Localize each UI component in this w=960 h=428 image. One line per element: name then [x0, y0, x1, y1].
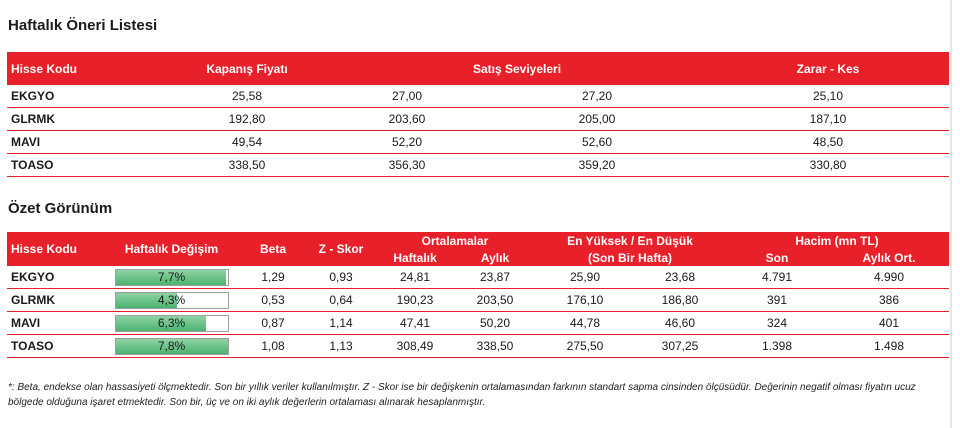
close-price: 25,58 — [167, 85, 327, 108]
header-vol-last: Son — [725, 249, 829, 266]
avg-weekly-value: 308,49 — [375, 335, 455, 358]
weekly-change-cell — [104, 266, 239, 289]
stop-loss: 48,50 — [707, 131, 949, 154]
weekly-change-bar — [115, 292, 229, 309]
weekly-change-bar — [115, 315, 229, 332]
header-sell-levels: Satış Seviyeleri — [327, 52, 707, 85]
avg-monthly-value: 50,20 — [455, 312, 535, 335]
stock-code: EKGYO — [7, 266, 104, 289]
table-row — [7, 108, 949, 131]
weekly-change-value: 4,3% — [157, 292, 186, 307]
volume-last-value: 1.398 — [725, 335, 829, 358]
table-row — [7, 131, 949, 154]
avg-weekly-value: 24,81 — [375, 266, 455, 289]
avg-monthly-value: 203,50 — [455, 289, 535, 312]
table-row — [7, 312, 949, 335]
sell-level-1: 203,60 — [327, 108, 487, 131]
stop-loss: 330,80 — [707, 154, 949, 177]
low-value: 46,60 — [635, 312, 725, 335]
volume-avg-value: 401 — [829, 312, 949, 335]
volume-avg-value: 1.498 — [829, 335, 949, 358]
weekly-change-cell — [104, 312, 239, 335]
avg-weekly-value: 47,41 — [375, 312, 455, 335]
stop-loss: 187,10 — [707, 108, 949, 131]
close-price: 338,50 — [167, 154, 327, 177]
z-score-value: 1,14 — [307, 312, 375, 335]
table-row — [7, 289, 949, 312]
low-value: 23,68 — [635, 266, 725, 289]
avg-monthly-value: 23,87 — [455, 266, 535, 289]
volume-avg-value: 4.990 — [829, 266, 949, 289]
header-beta: Beta — [239, 232, 307, 266]
sell-level-2: 359,20 — [487, 154, 707, 177]
header-weekly-change: Haftalık Değişim — [104, 232, 239, 266]
beta-value: 1,29 — [239, 266, 307, 289]
header-z-score: Z - Skor — [307, 232, 375, 266]
z-score-value: 0,64 — [307, 289, 375, 312]
header-volume: Hacim (mn TL) — [725, 232, 949, 249]
high-value: 275,50 — [535, 335, 635, 358]
high-value: 176,10 — [535, 289, 635, 312]
weekly-change-value: 7,8% — [157, 338, 186, 353]
avg-weekly-value: 190,23 — [375, 289, 455, 312]
stock-code: TOASO — [7, 154, 167, 177]
header-stock-code: Hisse Kodu — [7, 52, 167, 85]
volume-last-value: 391 — [725, 289, 829, 312]
header-high-low: En Yüksek / En Düşük — [535, 232, 725, 249]
beta-value: 1,08 — [239, 335, 307, 358]
header-averages: Ortalamalar — [375, 232, 535, 249]
header-avg-weekly: Haftalık — [375, 249, 455, 266]
z-score-value: 1,13 — [307, 335, 375, 358]
volume-avg-value: 386 — [829, 289, 949, 312]
weekly-change-bar — [115, 338, 229, 355]
close-price: 49,54 — [167, 131, 327, 154]
sell-level-1: 356,30 — [327, 154, 487, 177]
weekly-list-table — [7, 52, 949, 177]
header-close-price: Kapanış Fiyatı — [167, 52, 327, 85]
header-stop-loss: Zarar - Kes — [707, 52, 949, 85]
sell-level-1: 27,00 — [327, 85, 487, 108]
table-row — [7, 85, 949, 108]
stock-code: MAVI — [7, 131, 167, 154]
sell-level-2: 205,00 — [487, 108, 707, 131]
weekly-change-cell — [104, 335, 239, 358]
weekly-change-cell — [104, 289, 239, 312]
volume-last-value: 324 — [725, 312, 829, 335]
low-value: 307,25 — [635, 335, 725, 358]
high-value: 25,90 — [535, 266, 635, 289]
summary-title: Özet Görünüm — [8, 200, 113, 217]
table-row — [7, 266, 949, 289]
low-value: 186,80 — [635, 289, 725, 312]
sell-level-2: 52,60 — [487, 131, 707, 154]
stock-code: GLRMK — [7, 289, 104, 312]
avg-monthly-value: 338,50 — [455, 335, 535, 358]
header-stock-code: Hisse Kodu — [7, 232, 104, 266]
close-price: 192,80 — [167, 108, 327, 131]
stock-code: TOASO — [7, 335, 104, 358]
table-row — [7, 154, 949, 177]
weekly-change-value: 7,7% — [157, 269, 186, 284]
weekly-change-bar — [115, 269, 229, 286]
stop-loss: 25,10 — [707, 85, 949, 108]
sell-level-2: 27,20 — [487, 85, 707, 108]
header-last-week: (Son Bir Hafta) — [535, 249, 725, 266]
summary-table — [7, 232, 949, 358]
stock-code: EKGYO — [7, 85, 167, 108]
stock-code: MAVI — [7, 312, 104, 335]
beta-value: 0,53 — [239, 289, 307, 312]
summary-header-row-1 — [7, 232, 949, 249]
stock-code: GLRMK — [7, 108, 167, 131]
beta-value: 0,87 — [239, 312, 307, 335]
sell-level-1: 52,20 — [327, 131, 487, 154]
weekly-change-value: 6,3% — [157, 315, 186, 330]
page-edge-shadow — [950, 0, 952, 428]
header-vol-avg: Aylık Ort. — [829, 249, 949, 266]
z-score-value: 0,93 — [307, 266, 375, 289]
footnote: *: Beta, endekse olan hassasiyeti ölçmektedir. Son bir yıllık veriler kullanılmıştır. Z - Skor ise bir değişkenin ortalamasından farkının standart sapma cinsinden ölçüsüdür. Değerinin negatif olması fiyatın ucuz bölgede olduğuna işaret etmektedir. Son bir, üç ve on iki aylık değerlerin ortalaması alınarak hesaplanmıştır. — [8, 382, 916, 408]
weekly-list-header-row — [7, 52, 949, 85]
header-avg-monthly: Aylık — [455, 249, 535, 266]
weekly-list-title: Haftalık Öneri Listesi — [8, 17, 158, 34]
volume-last-value: 4.791 — [725, 266, 829, 289]
table-row — [7, 335, 949, 358]
high-value: 44,78 — [535, 312, 635, 335]
